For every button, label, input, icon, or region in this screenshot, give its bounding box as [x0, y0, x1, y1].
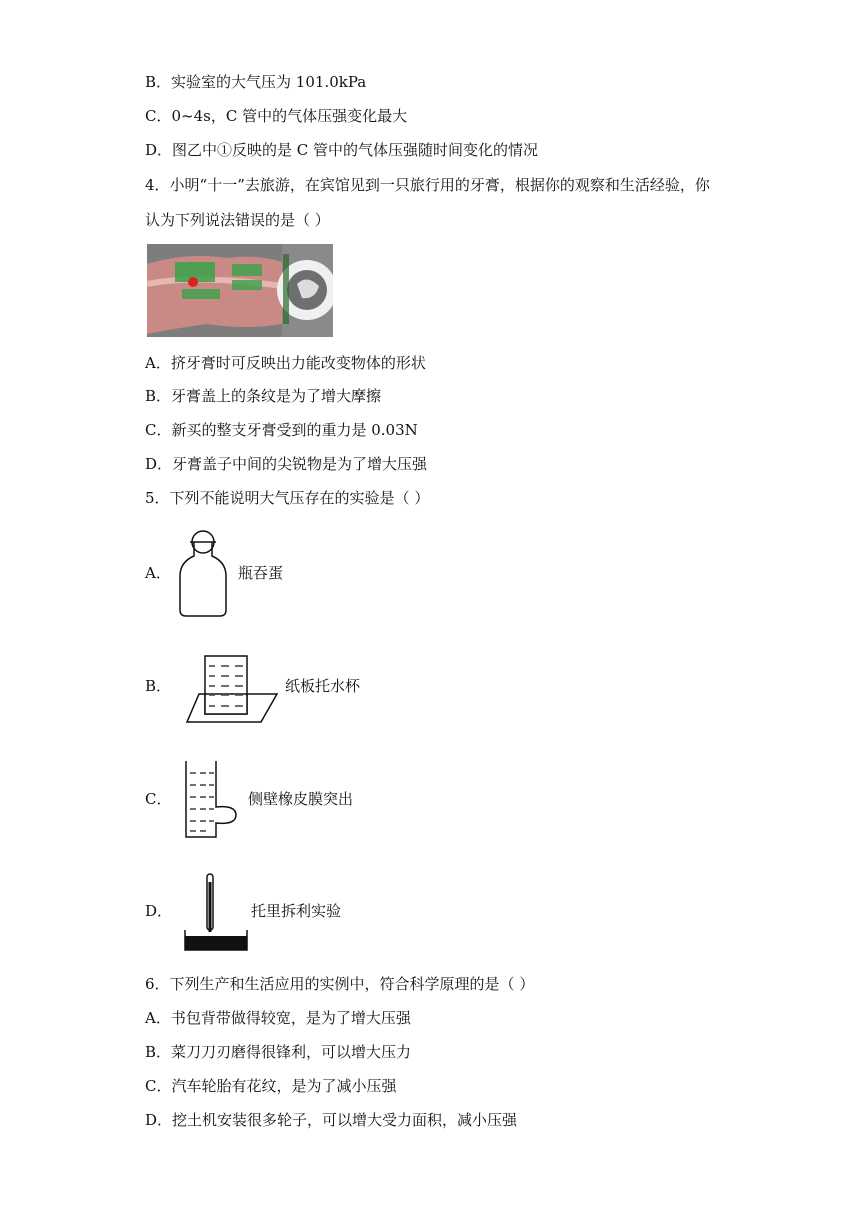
q5-option-c-letter: C．: [145, 790, 172, 808]
q3-option-b: B．实验室的大气压为 101.0kPa: [145, 73, 367, 91]
bottle-egg-figure: [178, 528, 228, 620]
paper-cup-figure: [185, 654, 280, 726]
torricelli-figure: [183, 870, 249, 954]
q5-option-b-letter: B．: [145, 677, 172, 695]
q6-option-d: D．挖土机安装很多轮子，可以增大受力面积，减小压强: [145, 1111, 518, 1129]
q4-option-b: B．牙膏盖上的条纹是为了增大摩擦: [145, 387, 382, 405]
q4-option-a: A．挤牙膏时可反映出力能改变物体的形状: [145, 354, 426, 372]
toothpaste-photo: [147, 244, 333, 337]
q6-option-c: C．汽车轮胎有花纹，是为了减小压强: [145, 1077, 397, 1095]
q5-option-b-label: 纸板托水杯: [285, 677, 361, 695]
q4-option-c: C．新买的整支牙膏受到的重力是 0.03N: [145, 421, 418, 439]
q5-option-a-letter: A．: [145, 564, 171, 582]
q5-option-a-label: 瓶吞蛋: [238, 564, 284, 582]
q5-option-d-label: 托里拆利实验: [251, 902, 342, 920]
q6-stem: 6．下列生产和生活应用的实例中，符合科学原理的是（ ）: [145, 975, 535, 993]
q5-option-d-letter: D．: [145, 902, 173, 920]
q4-option-d: D．牙膏盖子中间的尖锐物是为了增大压强: [145, 455, 428, 473]
q4-stem-line2: 认为下列说法错误的是（ ）: [145, 211, 330, 229]
q3-option-c: C．0~4s，C 管中的气体压强变化最大: [145, 107, 408, 125]
q6-option-b: B．菜刀刀刃磨得很锋利，可以增大压力: [145, 1043, 412, 1061]
membrane-figure: [184, 759, 240, 841]
q3-option-d: D．图乙中①反映的是 C 管中的气体压强随时间变化的情况: [145, 141, 539, 159]
q4-stem-line1: 4．小明“十一”去旅游，在宾馆见到一只旅行用的牙膏，根据你的观察和生活经验，你: [145, 176, 710, 194]
q6-option-a: A．书包背带做得较宽，是为了增大压强: [145, 1009, 411, 1027]
q5-option-c-label: 侧壁橡皮膜突出: [248, 790, 354, 808]
q5-stem: 5．下列不能说明大气压存在的实验是（ ）: [145, 489, 430, 507]
